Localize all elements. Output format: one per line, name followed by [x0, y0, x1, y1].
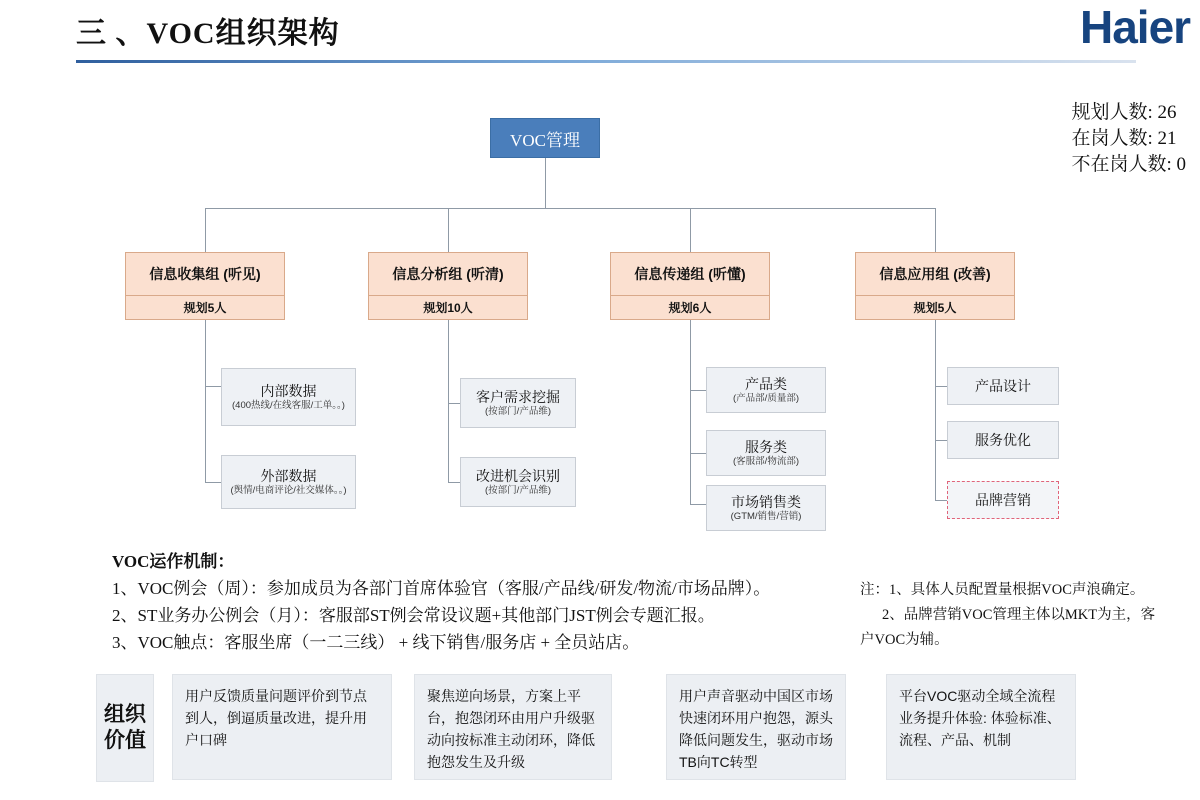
connector-group3-child1 [690, 390, 706, 391]
group-headcount: 规划5人 [183, 301, 227, 315]
footnote-line-1: 注：1、具体人员配置量根据VOC声浪确定。 [860, 582, 1145, 598]
leaf-subtitle: (400热线/在线客服/工单。。) [232, 400, 345, 411]
page-title: 三 、VOC组织架构 [76, 17, 340, 50]
footnote-line-2: 2、品牌营销VOC管理主体以MKT为主，客 [882, 607, 1156, 623]
connector-group1-child1 [205, 386, 221, 387]
connector-group4-child1 [935, 386, 947, 387]
value-cell: 用户反馈质量问题评价到节点到人，倒逼质量改进，提升用户口碑 [172, 674, 392, 780]
value-cell: 平台VOC驱动全域全流程业务提升体验: 体验标准、流程、产品、机制 [886, 674, 1076, 780]
connector-group4-child2 [935, 440, 947, 441]
org-leaf-node [947, 367, 1059, 405]
connector-group1-child2 [205, 482, 221, 483]
organization-value-row [96, 674, 1186, 780]
group-title: 信息传递组 (听懂) [611, 253, 769, 296]
org-leaf-node [706, 367, 826, 413]
connector-bus [205, 208, 935, 209]
connector-group3-child2 [690, 453, 706, 454]
connector-drop-1 [205, 208, 206, 252]
voc-mechanism [112, 548, 812, 656]
leaf-subtitle: (产品部/质量部) [733, 393, 799, 404]
page-header [0, 0, 1200, 70]
connector-group4-child3 [935, 500, 947, 501]
leaf-title: 品牌营销 [975, 492, 1031, 508]
org-leaf-node [221, 455, 356, 509]
group-title: 信息应用组 (改善) [856, 253, 1014, 296]
group-headcount: 规划10人 [423, 301, 473, 315]
leaf-subtitle: (舆情/电商评论/社交媒体。。) [230, 485, 347, 496]
org-leaf-node [221, 368, 356, 426]
leaf-title: 外部数据 [260, 468, 317, 484]
group-title: 信息收集组 (听见) [126, 253, 284, 296]
connector-group1-stem [205, 320, 206, 386]
org-root-node: VOC管理 [490, 118, 600, 158]
leaf-subtitle: (按部门/产品维) [485, 485, 551, 496]
org-leaf-node [706, 485, 826, 531]
value-row-label: 组织价值 [96, 674, 154, 782]
org-leaf-node [460, 457, 576, 507]
mechanism-item: 1、VOC例会（周）：参加成员为各部门首席体验官（客服/产品线/研发/物流/市场品牌）。 [112, 579, 771, 598]
mechanism-item: 2、ST业务办公例会（月）：客服部ST例会常设议题+其他部门JST例会专题汇报。 [112, 606, 715, 625]
leaf-title: 内部数据 [260, 383, 317, 399]
org-group-node [368, 252, 528, 320]
mechanism-item: 3、VOC触点：客服坐席（一二三线） + 线下销售/服务店 + 全员站店。 [112, 633, 640, 652]
value-cell: 聚焦逆向场景，方案上平台，抱怨闭环由用户升级驱动向按标准主动闭环，降低抱怨发生及升级 [414, 674, 612, 780]
group-title: 信息分析组 (听清) [369, 253, 527, 296]
org-leaf-node [460, 378, 576, 428]
connector-drop-2 [448, 208, 449, 252]
brand-logo: Haier [1080, 4, 1191, 53]
org-leaf-node-highlighted [947, 481, 1059, 519]
leaf-title: 服务优化 [975, 432, 1031, 448]
org-leaf-node [947, 421, 1059, 459]
header-divider [76, 60, 1136, 63]
leaf-title: 改进机会识别 [476, 468, 560, 484]
leaf-subtitle: (客服部/物流部) [733, 456, 799, 467]
leaf-title: 服务类 [745, 439, 787, 455]
org-group-node [125, 252, 285, 320]
headcount-summary [1071, 100, 1186, 178]
footnote-line-3: 户VOC为辅。 [860, 632, 949, 648]
connector-group2-child2 [448, 482, 460, 483]
connector-group1-spine [205, 386, 206, 482]
group-headcount: 规划5人 [913, 301, 957, 315]
value-cell: 用户声音驱动中国区市场快速闭环用户抱怨，源头降低问题发生，驱动市场TB向TC转型 [666, 674, 846, 780]
connector-drop-3 [690, 208, 691, 252]
connector-group3-spine [690, 390, 691, 504]
leaf-title: 市场销售类 [731, 494, 801, 510]
connector-group2-child1 [448, 403, 460, 404]
org-leaf-node [706, 430, 826, 476]
connector-group3-stem [690, 320, 691, 390]
connector-drop-4 [935, 208, 936, 252]
leaf-title: 产品设计 [975, 378, 1031, 394]
footnote [860, 578, 1190, 653]
onsite-headcount: 在岗人数: 21 [1071, 128, 1177, 149]
planned-headcount: 规划人数: 26 [1071, 102, 1177, 123]
connector-group4-spine [935, 386, 936, 500]
connector-group3-child3 [690, 504, 706, 505]
connector-group2-stem [448, 320, 449, 403]
connector-group4-stem [935, 320, 936, 386]
leaf-subtitle: (GTM/销售/营销) [730, 511, 802, 522]
offsite-headcount: 不在岗人数: 0 [1071, 154, 1186, 175]
mechanism-title: VOC运作机制： [112, 552, 235, 571]
leaf-title: 产品类 [745, 376, 787, 392]
connector-root-trunk [545, 158, 546, 208]
org-group-node [610, 252, 770, 320]
org-group-node [855, 252, 1015, 320]
leaf-subtitle: (按部门/产品维) [485, 406, 551, 417]
connector-group2-spine [448, 403, 449, 482]
leaf-title: 客户需求挖掘 [476, 389, 560, 405]
group-headcount: 规划6人 [668, 301, 712, 315]
